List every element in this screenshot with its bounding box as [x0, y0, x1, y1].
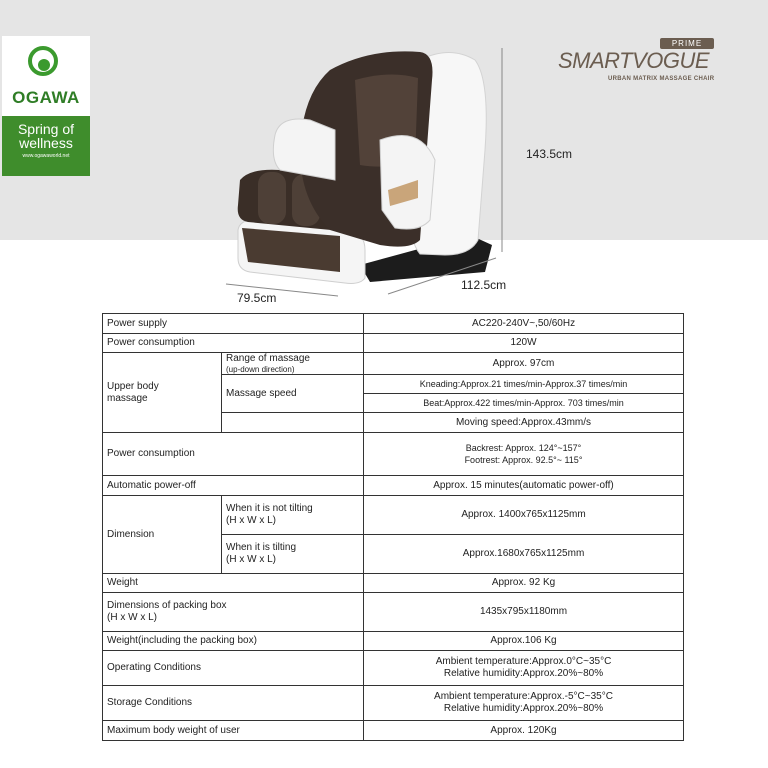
range-label: Range of massage	[226, 353, 310, 364]
table-row	[103, 314, 684, 334]
product-logo	[554, 36, 724, 86]
auto-off-value: Approx. 15 minutes(automatic power-off)	[364, 476, 684, 496]
max-weight-label: Maximum body weight of user	[103, 721, 364, 741]
tilting-unit: (H x W x L)	[226, 554, 276, 565]
table-row	[103, 632, 684, 651]
not-tilting-label: When it is not tilting	[226, 503, 313, 514]
power-supply-value: AC220-240V~,50/60Hz	[364, 314, 684, 334]
upper-body-label: Upper body massage	[103, 353, 222, 433]
table-row	[103, 574, 684, 593]
table-row	[103, 476, 684, 496]
packing-weight-value: Approx.106 Kg	[364, 632, 684, 651]
massage-speed-label: Massage speed	[222, 375, 364, 413]
storage-label: Storage Conditions	[103, 686, 364, 721]
table-row	[103, 593, 684, 632]
tilting-value: Approx.1680x765x1125mm	[364, 535, 684, 574]
weight-value: Approx. 92 Kg	[364, 574, 684, 593]
backrest-value: Backrest: Approx. 124°~157°	[465, 443, 582, 453]
storage-value	[364, 686, 684, 721]
spec-table	[102, 313, 684, 741]
kneading-value: Kneading:Approx.21 times/min-Approx.37 times/min	[364, 375, 684, 394]
table-row	[103, 433, 684, 476]
angles-value	[364, 433, 684, 476]
packing-weight-label: Weight(including the packing box)	[103, 632, 364, 651]
operating-humidity: Relative humidity:Approx.20%~80%	[443, 668, 604, 679]
product-name: SMARTVOGUE	[558, 48, 710, 73]
footrest-value: Footrest: Approx. 92.5°~ 115°	[464, 455, 583, 465]
packing-dims-unit: (H x W x L)	[107, 612, 157, 623]
not-tilting-label-cell	[222, 496, 364, 535]
empty-cell	[222, 413, 364, 433]
ogawa-ring-icon	[28, 46, 58, 76]
brand-name: OGAWA	[12, 88, 80, 107]
length-dimension: 112.5cm	[461, 278, 507, 292]
product-subtitle: URBAN MATRIX MASSAGE CHAIR	[608, 76, 715, 82]
angles-label: Power consumption	[103, 433, 364, 476]
table-row	[103, 496, 684, 535]
power-consumption-label: Power consumption	[103, 334, 364, 353]
packing-dims-label: Dimensions of packing box	[107, 600, 227, 611]
operating-value	[364, 651, 684, 686]
max-weight-value: Approx. 120Kg	[364, 721, 684, 741]
storage-temp: Ambient temperature:Approx.-5°C~35°C	[434, 691, 613, 702]
range-sublabel: (up-down direction)	[226, 365, 295, 374]
table-row	[103, 651, 684, 686]
storage-humidity: Relative humidity:Approx.20%~80%	[443, 703, 604, 714]
table-row	[103, 353, 684, 375]
dimension-label: Dimension	[103, 496, 222, 574]
packing-dims-label-cell	[103, 593, 364, 632]
tilting-label: When it is tilting	[226, 542, 297, 553]
logo-slogan-area	[2, 116, 90, 176]
table-row	[103, 334, 684, 353]
range-label-cell	[222, 353, 364, 375]
not-tilting-unit: (H x W x L)	[226, 515, 276, 526]
table-row	[103, 686, 684, 721]
height-dimension: 143.5cm	[526, 147, 573, 161]
power-consumption-value: 120W	[364, 334, 684, 353]
auto-off-label: Automatic power-off	[103, 476, 364, 496]
table-row	[103, 721, 684, 741]
beat-value: Beat:Approx.422 times/min-Approx. 703 times/min	[364, 394, 684, 413]
operating-temp: Ambient temperature:Approx.0°C~35°C	[435, 656, 612, 667]
logo-mark-area	[2, 36, 90, 116]
moving-speed-value: Moving speed:Approx.43mm/s	[364, 413, 684, 433]
weight-label: Weight	[103, 574, 364, 593]
tilting-label-cell	[222, 535, 364, 574]
not-tilting-value: Approx. 1400x765x1125mm	[364, 496, 684, 535]
product-tier-badge: PRIME	[660, 38, 714, 49]
width-dimension: 79.5cm	[237, 291, 277, 305]
ogawa-logo	[2, 36, 90, 176]
brand-url: www.ogawaworld.net	[22, 153, 70, 159]
operating-label: Operating Conditions	[103, 651, 364, 686]
range-value: Approx. 97cm	[364, 353, 684, 375]
dimension-lines	[220, 40, 520, 310]
brand-slogan: Spring of wellness	[17, 121, 75, 151]
packing-dims-value: 1435x795x1180mm	[364, 593, 684, 632]
power-supply-label: Power supply	[103, 314, 364, 334]
